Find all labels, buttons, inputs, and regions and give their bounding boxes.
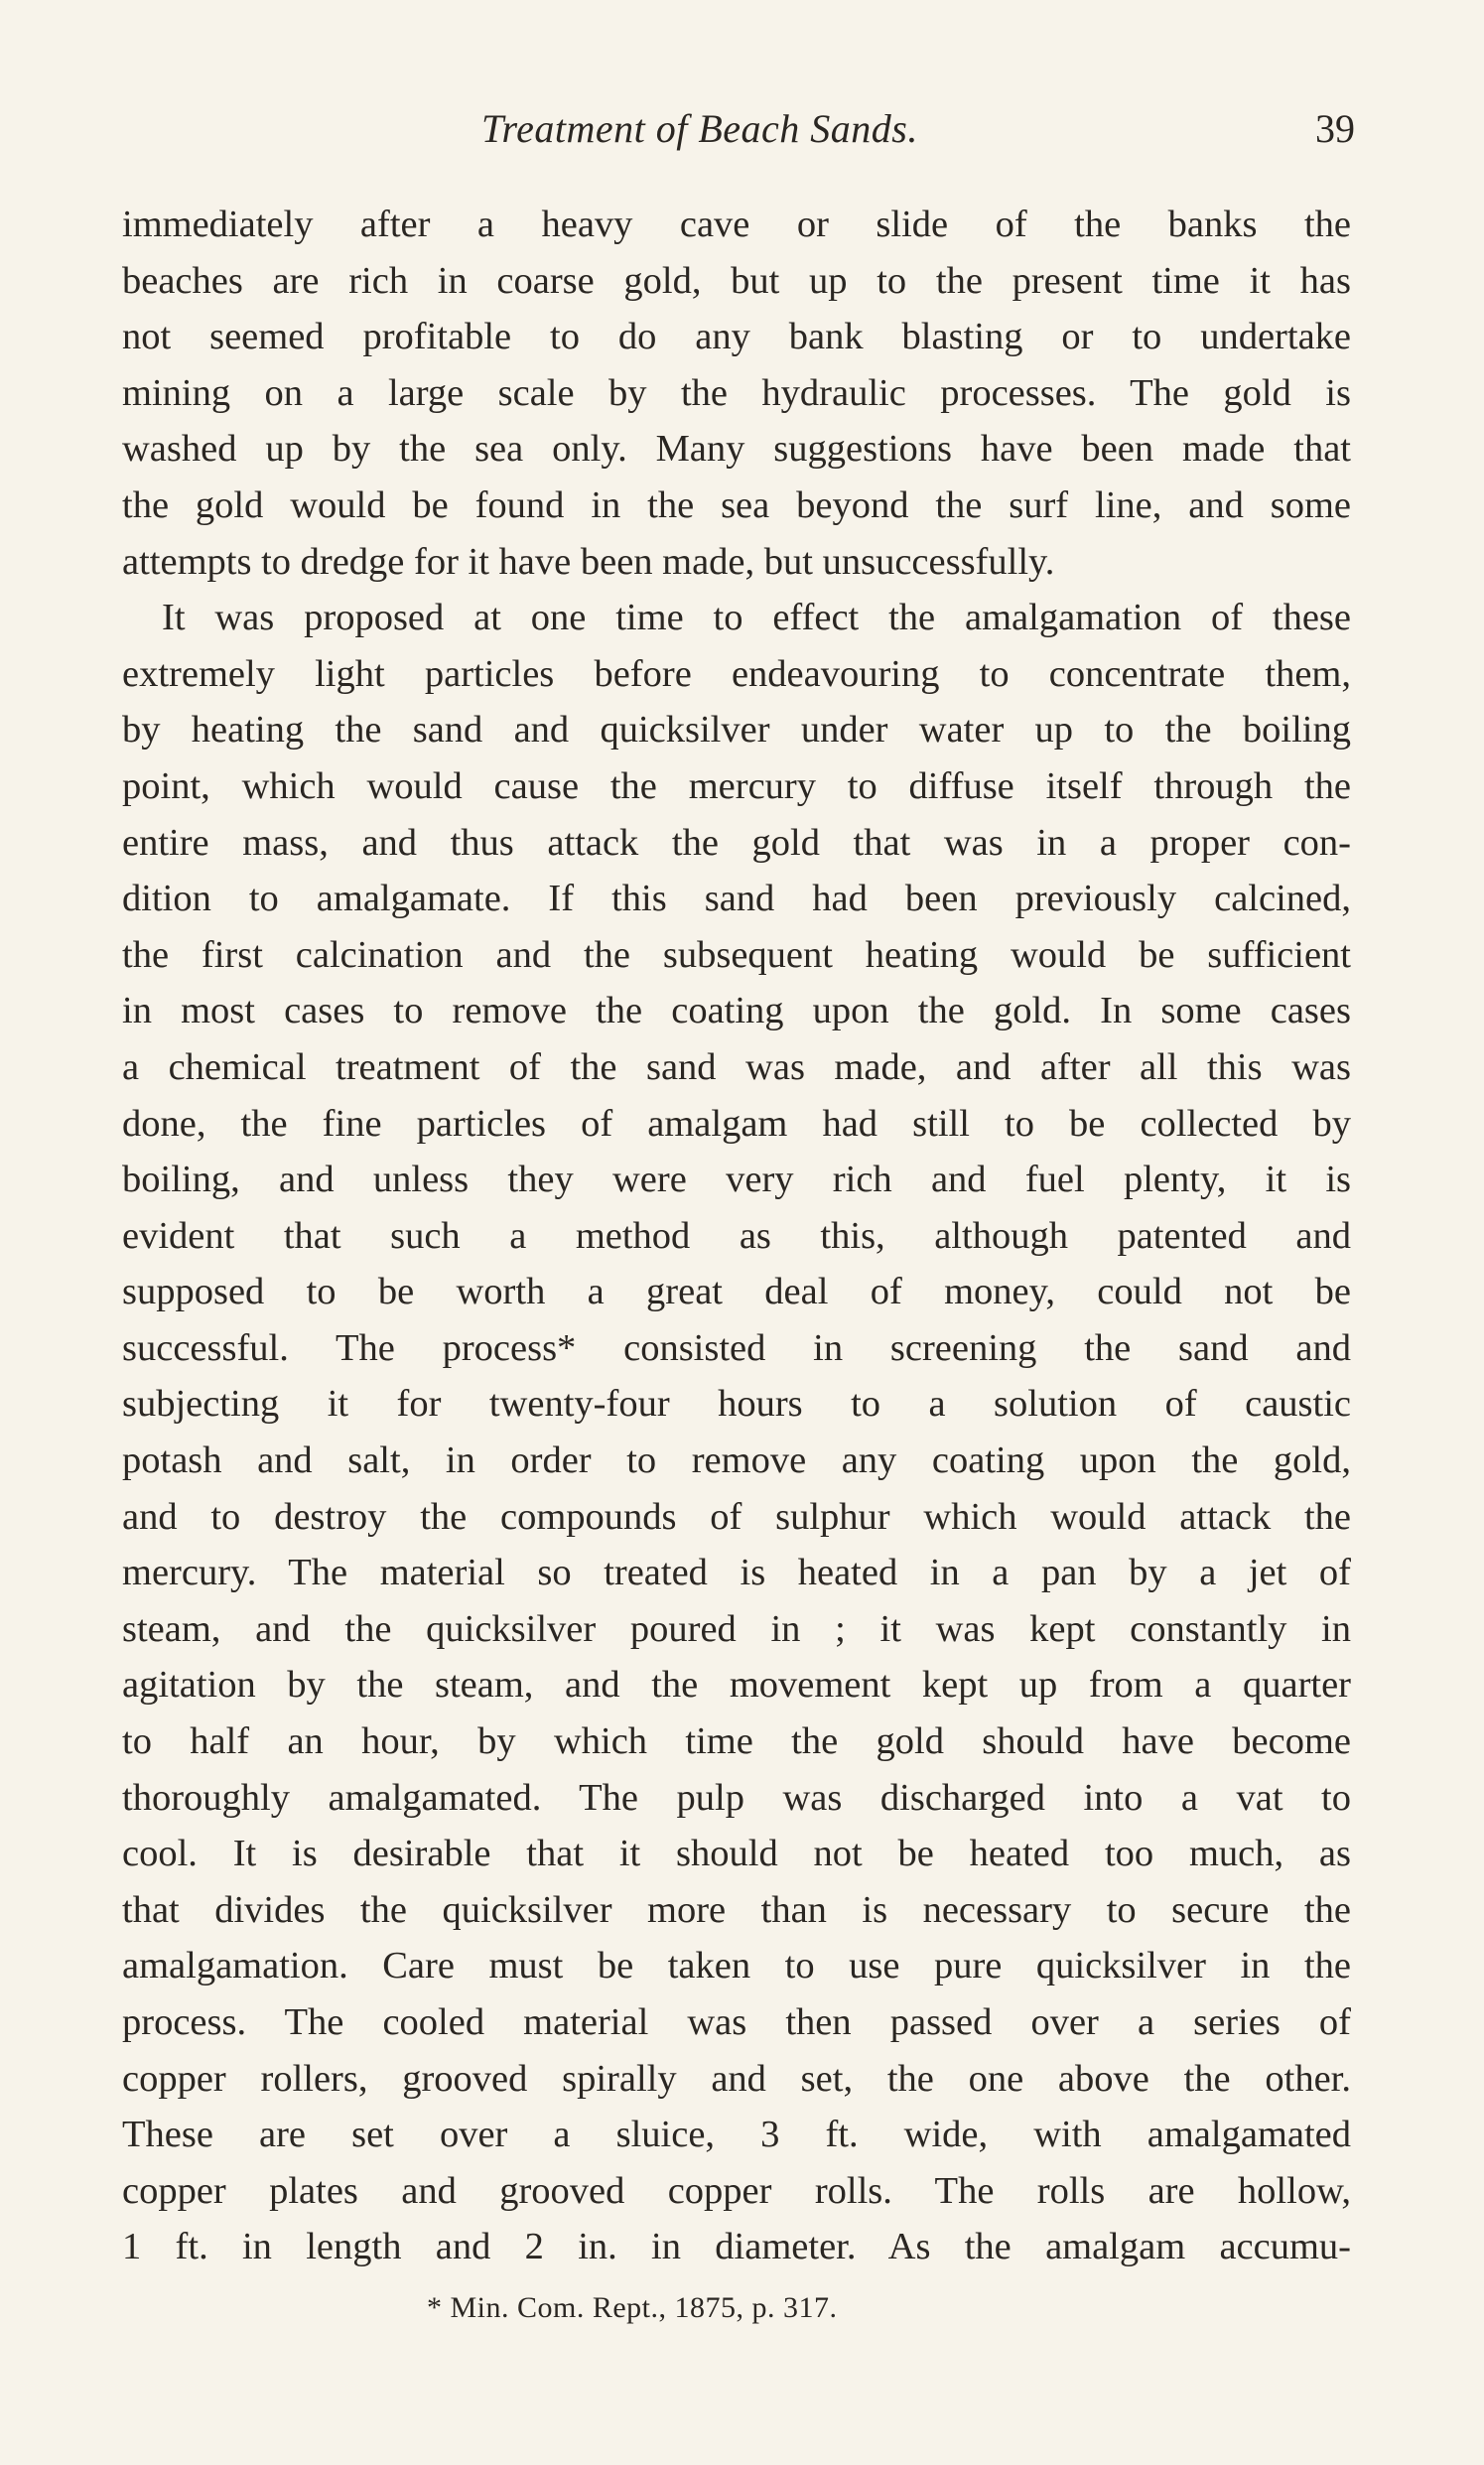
text-line: beaches are rich in coarse gold, but up to the present time it has <box>122 259 1351 302</box>
text-line: process. The cooled material was then passed over a series of <box>122 2001 1351 2043</box>
text-line: not seemed profitable to do any bank blasting or to undertake <box>122 316 1351 358</box>
text-line: agitation by the steam, and the movement kept up from a quarter <box>122 1664 1351 1707</box>
text-line: potash and salt, in order to remove any coating upon the gold, <box>122 1439 1351 1482</box>
text-line: by heating the sand and quicksilver under water up to the boiling <box>122 709 1351 752</box>
text-line: cool. It is desirable that it should not be heated too much, as <box>122 1833 1351 1875</box>
text-line: amalgamation. Care must be taken to use pure quicksilver in the <box>122 1945 1351 1987</box>
text-line: copper plates and grooved copper rolls. The rolls are hollow, <box>122 2169 1351 2212</box>
text-line: evident that such a method as this, although patented and <box>122 1214 1351 1257</box>
text-line: the gold would be found in the sea beyond the surf line, and some <box>122 483 1351 526</box>
text-line: to half an hour, by which time the gold should have become <box>122 1720 1351 1763</box>
text-line: copper rollers, grooved spirally and set, the one above the other. <box>122 2057 1351 2100</box>
text-line: in most cases to remove the coating upon the gold. In some cases <box>122 990 1351 1032</box>
text-line: entire mass, and thus attack the gold that was in a proper con- <box>122 821 1351 864</box>
text-line: mercury. The material so treated is heated in a pan by a jet of <box>122 1552 1351 1594</box>
text-line: attempts to dredge for it have been made, but unsuccessfully. <box>122 540 1055 583</box>
text-line: successful. The process* consisted in screening the sand and <box>122 1326 1351 1369</box>
text-line: 1 ft. in length and 2 in. in diameter. As the amalgam accumu- <box>122 2226 1351 2268</box>
text-line: dition to amalgamate. If this sand had been previously calcined, <box>122 878 1351 920</box>
text-line: extremely light particles before endeavouring to concentrate them, <box>122 652 1351 695</box>
page-header <box>124 99 1355 159</box>
text-line: done, the fine particles of amalgam had still to be collected by <box>122 1102 1351 1145</box>
footnote: * Min. Com. Rept., 1875, p. 317. <box>427 2291 838 2324</box>
text-line: washed up by the sea only. Many suggestions have been made that <box>122 428 1351 471</box>
text-line: that divides the quicksilver more than is necessary to secure the <box>122 1888 1351 1931</box>
text-line: It was proposed at one time to effect the amalgamation of these <box>162 597 1351 639</box>
text-line: mining on a large scale by the hydraulic processes. The gold is <box>122 371 1351 414</box>
text-line: a chemical treatment of the sand was made, and after all this was <box>122 1045 1351 1088</box>
text-line: thoroughly amalgamated. The pulp was discharged into a vat to <box>122 1776 1351 1819</box>
text-line: steam, and the quicksilver poured in ; it was kept constantly in <box>122 1607 1351 1650</box>
page-number: 39 <box>1315 106 1355 151</box>
running-title: Treatment of Beach Sands. <box>481 106 918 151</box>
text-line: subjecting it for twenty-four hours to a solution of caustic <box>122 1383 1351 1426</box>
text-line: boiling, and unless they were very rich and fuel plenty, it is <box>122 1159 1351 1201</box>
text-line: point, which would cause the mercury to diffuse itself through the <box>122 764 1351 807</box>
text-line: and to destroy the compounds of sulphur which would attack the <box>122 1495 1351 1538</box>
body-text <box>122 197 1351 2275</box>
text-line: immediately after a heavy cave or slide of the banks the <box>122 204 1351 245</box>
text-line: These are set over a sluice, 3 ft. wide, with amalgamated <box>122 2114 1351 2156</box>
text-line: supposed to be worth a great deal of money, could not be <box>122 1271 1351 1313</box>
text-line: the first calcination and the subsequent heating would be sufficient <box>122 933 1351 976</box>
